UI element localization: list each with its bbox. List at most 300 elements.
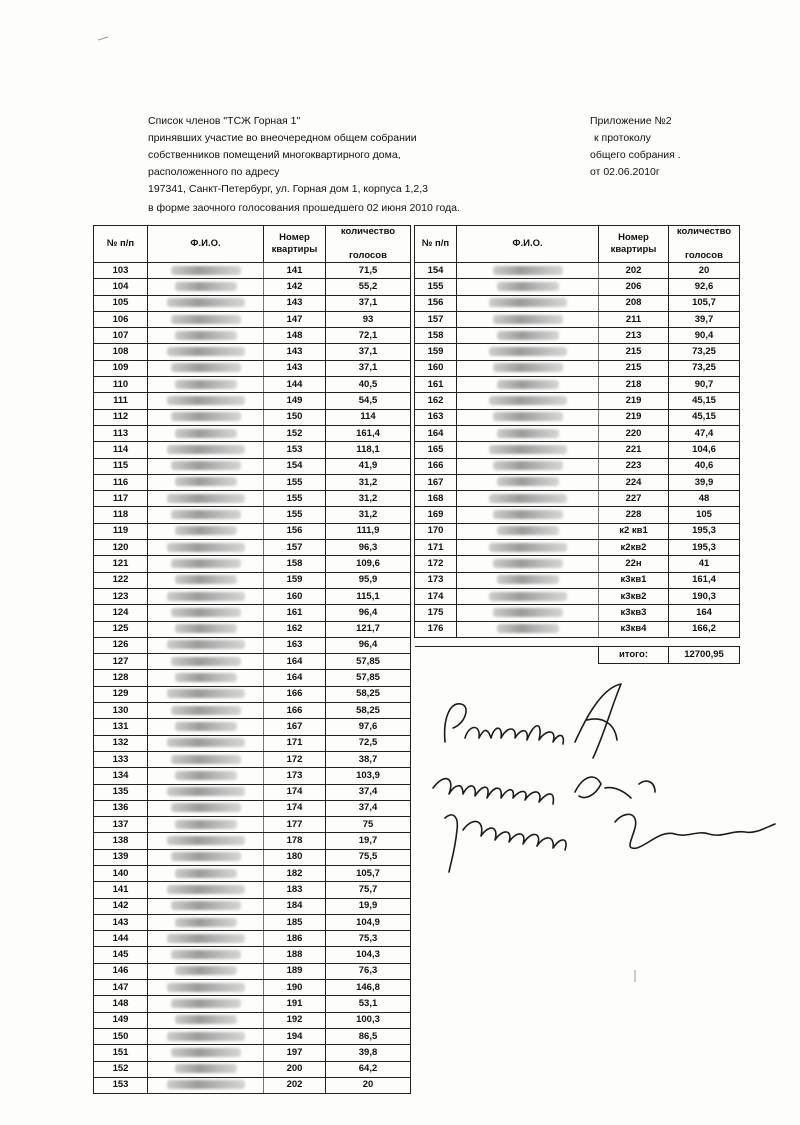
table-row — [94, 377, 411, 393]
redacted-name — [167, 836, 245, 845]
table-row — [415, 474, 740, 490]
redacted-name — [175, 477, 237, 486]
table-row — [94, 963, 411, 979]
row-number: 123 — [94, 588, 148, 604]
fio-redacted — [148, 360, 264, 376]
vote-count: 37,1 — [326, 344, 411, 360]
vote-count: 96,4 — [326, 637, 411, 653]
apartment-number: 155 — [264, 507, 326, 523]
col-apt-header: Номер квартиры — [264, 226, 326, 263]
apartment-number: 171 — [264, 735, 326, 751]
row-number: 142 — [94, 898, 148, 914]
vote-count: 20 — [669, 263, 740, 279]
vote-count: 41,9 — [326, 458, 411, 474]
apartment-number: 143 — [264, 344, 326, 360]
row-number: 127 — [94, 654, 148, 670]
row-number: 104 — [94, 279, 148, 295]
apartment-number: 202 — [599, 263, 669, 279]
vote-count: 47,4 — [669, 425, 740, 441]
apartment-number: 228 — [599, 507, 669, 523]
apartment-number: 206 — [599, 279, 669, 295]
fio-redacted — [148, 833, 264, 849]
table-row — [94, 409, 411, 425]
vote-count: 40,5 — [326, 377, 411, 393]
row-number: 170 — [415, 523, 457, 539]
apartment-number: 167 — [264, 719, 326, 735]
fio-redacted — [457, 263, 599, 279]
vote-count: 90,7 — [669, 377, 740, 393]
table-row — [94, 703, 411, 719]
table-row — [94, 344, 411, 360]
signatures — [425, 680, 785, 880]
row-number: 167 — [415, 474, 457, 490]
vote-count: 37,1 — [326, 295, 411, 311]
apartment-number: 154 — [264, 458, 326, 474]
table-row — [415, 621, 740, 637]
table-row — [94, 996, 411, 1012]
vote-count: 100,3 — [326, 1012, 411, 1028]
row-number: 128 — [94, 670, 148, 686]
col-num-header: № п/п — [415, 226, 457, 263]
table-row — [94, 735, 411, 751]
table-row — [94, 425, 411, 441]
fio-redacted — [148, 898, 264, 914]
appendix-line: Приложение №2 — [590, 115, 672, 127]
vote-count: 37,1 — [326, 360, 411, 376]
redacted-name — [175, 575, 237, 584]
apartment-number: 155 — [264, 491, 326, 507]
fio-redacted — [148, 377, 264, 393]
apartment-number: 200 — [264, 1061, 326, 1077]
fio-redacted — [148, 849, 264, 865]
row-number: 158 — [415, 328, 457, 344]
apartment-number: к3кв3 — [599, 605, 669, 621]
apartment-number: 194 — [264, 1028, 326, 1044]
fio-redacted — [148, 393, 264, 409]
redacted-name — [171, 901, 241, 910]
redacted-name — [175, 869, 237, 878]
apartment-number: 162 — [264, 621, 326, 637]
apartment-number: 221 — [599, 442, 669, 458]
redacted-name — [171, 950, 241, 959]
vote-count: 164 — [669, 605, 740, 621]
table-row — [415, 377, 740, 393]
fio-redacted — [457, 328, 599, 344]
redacted-name — [175, 966, 237, 975]
vote-count: 39,7 — [669, 311, 740, 327]
apartment-number: 192 — [264, 1012, 326, 1028]
apartment-number: 143 — [264, 360, 326, 376]
apartment-number: 164 — [264, 670, 326, 686]
fio-redacted — [457, 491, 599, 507]
vote-count: 64,2 — [326, 1061, 411, 1077]
fio-redacted — [148, 882, 264, 898]
fio-redacted — [148, 263, 264, 279]
vote-count: 45,15 — [669, 393, 740, 409]
redacted-name — [175, 820, 237, 829]
fio-redacted — [148, 670, 264, 686]
redacted-name — [175, 429, 237, 438]
table-row — [94, 947, 411, 963]
apartment-number: 223 — [599, 458, 669, 474]
fio-redacted — [148, 491, 264, 507]
vote-count: 105,7 — [326, 865, 411, 881]
fio-redacted — [457, 442, 599, 458]
table-row — [415, 588, 740, 604]
vote-count: 75,3 — [326, 931, 411, 947]
apartment-number: 178 — [264, 833, 326, 849]
row-number: 111 — [94, 393, 148, 409]
row-number: 165 — [415, 442, 457, 458]
redacted-name — [167, 885, 245, 894]
row-number: 148 — [94, 996, 148, 1012]
header-line: в форме заочного голосования прошедшего 02 июня 2010 года. — [148, 202, 460, 214]
vote-count: 53,1 — [326, 996, 411, 1012]
vote-count: 109,6 — [326, 556, 411, 572]
vote-count: 58,25 — [326, 703, 411, 719]
row-number: 106 — [94, 311, 148, 327]
table-row — [94, 898, 411, 914]
vote-count: 190,3 — [669, 588, 740, 604]
row-number: 164 — [415, 425, 457, 441]
fio-redacted — [148, 1012, 264, 1028]
fio-redacted — [148, 588, 264, 604]
table-row — [415, 409, 740, 425]
apartment-number: 142 — [264, 279, 326, 295]
vote-count: 31,2 — [326, 507, 411, 523]
redacted-name — [167, 983, 245, 992]
members-table-left — [93, 225, 411, 1094]
redacted-name — [167, 494, 245, 503]
fio-redacted — [457, 605, 599, 621]
fio-redacted — [148, 996, 264, 1012]
apartment-number: 152 — [264, 425, 326, 441]
apartment-number: 227 — [599, 491, 669, 507]
row-number: 112 — [94, 409, 148, 425]
vote-count: 166,2 — [669, 621, 740, 637]
table-row — [94, 833, 411, 849]
vote-count: 39,8 — [326, 1045, 411, 1061]
row-number: 130 — [94, 703, 148, 719]
redacted-name — [171, 412, 241, 421]
vote-count: 45,15 — [669, 409, 740, 425]
signature-stroke — [575, 684, 621, 758]
redacted-name — [171, 315, 241, 324]
fio-redacted — [457, 572, 599, 588]
fio-redacted — [148, 947, 264, 963]
redacted-name — [167, 640, 245, 649]
table-row — [415, 360, 740, 376]
vote-count: 195,3 — [669, 540, 740, 556]
scan-mark — [96, 34, 110, 44]
apartment-number: 164 — [264, 654, 326, 670]
vote-count: 37,4 — [326, 800, 411, 816]
fio-redacted — [148, 931, 264, 947]
fio-redacted — [148, 654, 264, 670]
fio-redacted — [457, 409, 599, 425]
row-number: 133 — [94, 751, 148, 767]
redacted-name — [493, 559, 563, 568]
table-row — [415, 556, 740, 572]
row-number: 169 — [415, 507, 457, 523]
row-number: 155 — [415, 279, 457, 295]
redacted-name — [167, 1032, 245, 1041]
row-number: 171 — [415, 540, 457, 556]
table-row — [94, 491, 411, 507]
row-number: 109 — [94, 360, 148, 376]
apartment-number: 166 — [264, 686, 326, 702]
redacted-name — [167, 347, 245, 356]
row-number: 116 — [94, 474, 148, 490]
table-row — [415, 393, 740, 409]
fio-redacted — [457, 377, 599, 393]
redacted-name — [171, 803, 241, 812]
row-number: 143 — [94, 914, 148, 930]
apartment-number: 161 — [264, 605, 326, 621]
table-row — [94, 784, 411, 800]
fio-redacted — [148, 425, 264, 441]
fio-redacted — [148, 784, 264, 800]
vote-count: 57,85 — [326, 654, 411, 670]
vote-count: 96,4 — [326, 605, 411, 621]
redacted-name — [167, 787, 245, 796]
fio-redacted — [457, 556, 599, 572]
apartment-number: 183 — [264, 882, 326, 898]
table-row — [94, 621, 411, 637]
total-row — [415, 646, 740, 663]
apartment-number: 186 — [264, 931, 326, 947]
table-row — [94, 605, 411, 621]
col-votes-header: количество голосов — [669, 226, 740, 263]
apartment-number: 155 — [264, 474, 326, 490]
table-row — [415, 263, 740, 279]
redacted-name — [493, 608, 563, 617]
apartment-number: 197 — [264, 1045, 326, 1061]
fio-redacted — [148, 458, 264, 474]
table-row — [94, 393, 411, 409]
table-row — [94, 719, 411, 735]
row-number: 103 — [94, 263, 148, 279]
signature-stroke — [575, 777, 655, 798]
table-row — [94, 1012, 411, 1028]
redacted-name — [167, 1080, 245, 1089]
redacted-name — [167, 298, 245, 307]
apartment-number: 144 — [264, 377, 326, 393]
redacted-name — [171, 852, 241, 861]
redacted-name — [171, 999, 241, 1008]
fio-redacted — [148, 980, 264, 996]
vote-count: 75,5 — [326, 849, 411, 865]
vote-count: 48 — [669, 491, 740, 507]
fio-redacted — [148, 507, 264, 523]
fio-redacted — [148, 1077, 264, 1093]
redacted-name — [171, 1048, 241, 1057]
row-number: 126 — [94, 637, 148, 653]
redacted-name — [493, 461, 563, 470]
apartment-number: к2кв2 — [599, 540, 669, 556]
vote-count: 75,7 — [326, 882, 411, 898]
fio-redacted — [148, 768, 264, 784]
fio-redacted — [148, 295, 264, 311]
vote-count: 104,6 — [669, 442, 740, 458]
row-number: 172 — [415, 556, 457, 572]
vote-count: 146,8 — [326, 980, 411, 996]
table-row — [415, 491, 740, 507]
total-value: 12700,95 — [669, 646, 740, 663]
vote-count: 161,4 — [669, 572, 740, 588]
table-row — [94, 540, 411, 556]
row-number: 139 — [94, 849, 148, 865]
apartment-number: 191 — [264, 996, 326, 1012]
vote-count: 86,5 — [326, 1028, 411, 1044]
apartment-number: 174 — [264, 800, 326, 816]
vote-count: 114 — [326, 409, 411, 425]
apartment-number: к3кв4 — [599, 621, 669, 637]
fio-redacted — [148, 344, 264, 360]
table-header-row — [94, 226, 411, 263]
signature-stroke — [615, 814, 775, 848]
apartment-number: 190 — [264, 980, 326, 996]
vote-count: 121,7 — [326, 621, 411, 637]
redacted-name — [175, 771, 237, 780]
row-number: 113 — [94, 425, 148, 441]
row-number: 119 — [94, 523, 148, 539]
redacted-name — [489, 445, 567, 454]
vote-count: 71,5 — [326, 263, 411, 279]
vote-count: 31,2 — [326, 491, 411, 507]
apartment-number: 211 — [599, 311, 669, 327]
row-number: 132 — [94, 735, 148, 751]
redacted-name — [171, 559, 241, 568]
fio-redacted — [148, 605, 264, 621]
table-row — [94, 458, 411, 474]
apartment-number: 215 — [599, 360, 669, 376]
redacted-name — [167, 738, 245, 747]
table-row — [94, 474, 411, 490]
apartment-number: 185 — [264, 914, 326, 930]
total-row — [415, 637, 740, 646]
fio-redacted — [148, 556, 264, 572]
table-row — [415, 507, 740, 523]
header-line: собственников помещений многоквартирного дома, — [148, 149, 401, 161]
col-votes-header: количество голосов — [326, 226, 411, 263]
table-row — [94, 686, 411, 702]
apartment-number: 218 — [599, 377, 669, 393]
header-line: принявших участие во внеочередном общем собрании — [148, 132, 417, 144]
row-number: 151 — [94, 1045, 148, 1061]
apartment-number: 219 — [599, 409, 669, 425]
row-number: 140 — [94, 865, 148, 881]
redacted-name — [171, 755, 241, 764]
table-row — [94, 1061, 411, 1077]
table-row — [94, 588, 411, 604]
table-row — [94, 654, 411, 670]
table-row — [415, 458, 740, 474]
vote-count: 72,1 — [326, 328, 411, 344]
table-row — [415, 540, 740, 556]
redacted-name — [497, 624, 559, 633]
table-row — [94, 670, 411, 686]
fio-redacted — [148, 409, 264, 425]
vote-count: 111,9 — [326, 523, 411, 539]
table-row — [94, 914, 411, 930]
row-number: 152 — [94, 1061, 148, 1077]
vote-count: 31,2 — [326, 474, 411, 490]
fio-redacted — [457, 523, 599, 539]
redacted-name — [175, 526, 237, 535]
row-number: 149 — [94, 1012, 148, 1028]
apartment-number: 153 — [264, 442, 326, 458]
row-number: 175 — [415, 605, 457, 621]
col-fio-header: Ф.И.О. — [457, 226, 599, 263]
header-line: Список членов "ТСЖ Горная 1" — [148, 115, 301, 127]
table-row — [415, 605, 740, 621]
vote-count: 39,9 — [669, 474, 740, 490]
redacted-name — [171, 363, 241, 372]
fio-redacted — [457, 588, 599, 604]
redacted-name — [493, 266, 563, 275]
vote-count: 105,7 — [669, 295, 740, 311]
vote-count: 76,3 — [326, 963, 411, 979]
fio-redacted — [457, 311, 599, 327]
fio-redacted — [148, 914, 264, 930]
row-number: 137 — [94, 817, 148, 833]
table-row — [94, 507, 411, 523]
redacted-name — [489, 543, 567, 552]
signature-stroke — [433, 779, 553, 804]
redacted-name — [497, 575, 559, 584]
table-row — [94, 751, 411, 767]
apartment-number: 182 — [264, 865, 326, 881]
table-row — [94, 263, 411, 279]
apartment-number: 160 — [264, 588, 326, 604]
redacted-name — [171, 266, 241, 275]
table-row — [415, 425, 740, 441]
fio-redacted — [148, 751, 264, 767]
row-number: 156 — [415, 295, 457, 311]
col-apt-header: Номер квартиры — [599, 226, 669, 263]
table-row — [94, 768, 411, 784]
row-number: 173 — [415, 572, 457, 588]
row-number: 120 — [94, 540, 148, 556]
col-fio-header: Ф.И.О. — [148, 226, 264, 263]
fio-redacted — [148, 865, 264, 881]
fio-redacted — [148, 719, 264, 735]
fio-redacted — [148, 686, 264, 702]
apartment-number: 159 — [264, 572, 326, 588]
redacted-name — [167, 592, 245, 601]
table-row — [94, 1028, 411, 1044]
fio-redacted — [457, 295, 599, 311]
table-row — [94, 817, 411, 833]
redacted-name — [175, 1015, 237, 1024]
vote-count: 104,3 — [326, 947, 411, 963]
redacted-name — [497, 331, 559, 340]
row-number: 110 — [94, 377, 148, 393]
fio-redacted — [148, 621, 264, 637]
row-number: 168 — [415, 491, 457, 507]
row-number: 125 — [94, 621, 148, 637]
redacted-name — [175, 331, 237, 340]
vote-count: 19,7 — [326, 833, 411, 849]
table-row — [94, 442, 411, 458]
apartment-number: к3кв2 — [599, 588, 669, 604]
redacted-name — [171, 510, 241, 519]
document-header — [148, 113, 460, 217]
row-number: 122 — [94, 572, 148, 588]
appendix-line: общего собрания . — [590, 149, 681, 161]
vote-count: 105 — [669, 507, 740, 523]
